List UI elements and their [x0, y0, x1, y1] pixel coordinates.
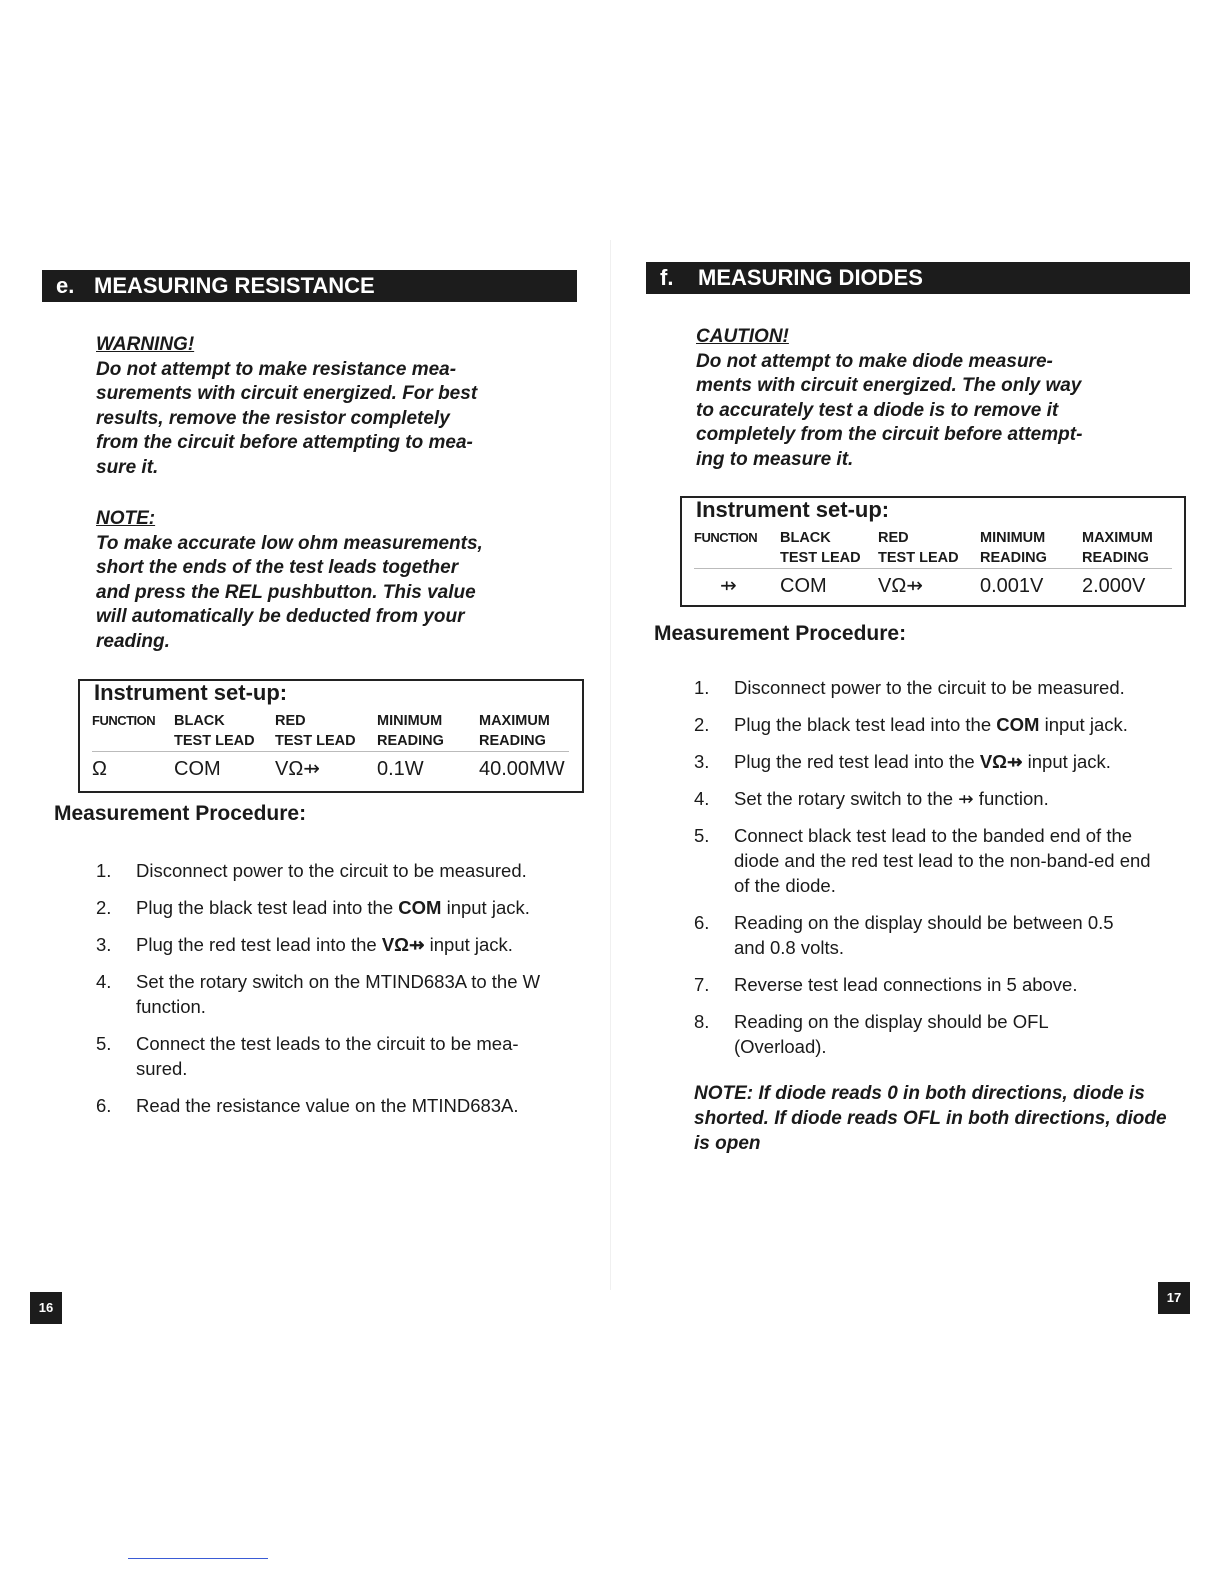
note-title: NOTE: [96, 508, 156, 529]
section-letter: e. [56, 273, 75, 298]
setup-black-lead-value: COM [780, 575, 827, 597]
note-body: To make accurate low ohm measurements, short the ends of the test leads together and press the REL pushbutton. This value will automatically be deducted from your reading. [96, 532, 483, 652]
setup-header-maximum: MAXIMUM READING [1082, 530, 1153, 566]
procedure-steps [694, 675, 1194, 1071]
procedure-heading: Measurement Procedure: [654, 622, 907, 645]
procedure-step: 4. Set the rotary switch on the MTIND683A to the W function. [96, 971, 541, 1017]
setup-table [92, 711, 569, 782]
right-page [612, 0, 1224, 1584]
setup-red-lead-value: VΩ⇸ [275, 758, 321, 780]
warning-title: WARNING! [96, 334, 195, 355]
section-header-resistance [42, 270, 577, 302]
setup-header-red-lead: RED TEST LEAD [878, 530, 959, 566]
setup-header-function: FUNCTION [92, 713, 156, 728]
setup-title: Instrument set-up: [94, 680, 288, 705]
setup-table [694, 528, 1172, 599]
section-letter: f. [660, 265, 674, 290]
setup-header-minimum: MINIMUM READING [377, 713, 444, 749]
footer-rule [128, 1558, 268, 1559]
setup-maximum-value: 2.000V [1082, 575, 1146, 597]
procedure-step: 2. Plug the black test lead into the COM input jack. [694, 714, 1128, 735]
setup-header-row [694, 528, 1172, 569]
setup-header-black-lead: BLACK TEST LEAD [174, 713, 255, 749]
section-title: MEASURING DIODES [698, 265, 923, 290]
procedure-step: 5. Connect black test lead to the banded end of the diode and the red test lead to the non-band-ed end of the diode. [694, 825, 1151, 896]
setup-header-minimum: MINIMUM READING [980, 530, 1047, 566]
setup-black-lead-value: COM [174, 758, 221, 780]
caution-callout [696, 325, 1176, 472]
setup-header-maximum: MAXIMUM READING [479, 713, 550, 749]
procedure-step: 7. Reverse test lead connections in 5 above. [694, 974, 1078, 995]
setup-function-value: Ω [92, 758, 107, 780]
procedure-step: 1. Disconnect power to the circuit to be measured. [694, 677, 1125, 698]
setup-header-function: FUNCTION [694, 530, 758, 545]
setup-header-row [92, 711, 569, 752]
procedure-step: 8. Reading on the display should be OFL (Overload). [694, 1011, 1049, 1057]
procedure-step: 6. Reading on the display should be between 0.5 and 0.8 volts. [694, 912, 1114, 958]
page-number-17: 17 [1158, 1282, 1190, 1314]
warning-callout [96, 333, 566, 480]
procedure-step: 1. Disconnect power to the circuit to be measured. [96, 860, 527, 881]
page-number-16: 16 [30, 1292, 62, 1324]
procedure-step: 2. Plug the black test lead into the COM input jack. [96, 897, 530, 918]
procedure-step: 5. Connect the test leads to the circuit to be mea-sured. [96, 1033, 519, 1079]
setup-red-lead-value: VΩ⇸ [878, 575, 924, 597]
procedure-step: 6. Read the resistance value on the MTIND683A. [96, 1095, 519, 1116]
setup-value-row [92, 752, 569, 783]
procedure-heading: Measurement Procedure: [54, 802, 307, 825]
caution-title: CAUTION! [696, 326, 789, 347]
setup-header-red-lead: RED TEST LEAD [275, 713, 356, 749]
procedure-step: 4. Set the rotary switch to the ⇸ function. [694, 788, 1049, 809]
note-callout [96, 507, 566, 654]
setup-minimum-value: 0.1W [377, 758, 424, 780]
setup-maximum-value: 40.00MW [479, 758, 565, 780]
setup-header-black-lead: BLACK TEST LEAD [780, 530, 861, 566]
section-title: MEASURING RESISTANCE [94, 273, 375, 298]
section-header-diodes [646, 262, 1190, 294]
procedure-step: 3. Plug the red test lead into the VΩ⇸ input jack. [96, 934, 513, 955]
warning-body: Do not attempt to make resistance mea- surements with circuit energized. For best results, remove the resistor completely from the circuit before attempting to mea- sure it. [96, 358, 478, 478]
instrument-setup-box [78, 679, 584, 793]
diode-note: NOTE: If diode reads 0 in both directions, diode is shorted. If diode reads OFL in both directions, diode is open [694, 1083, 1167, 1154]
procedure-steps [96, 858, 576, 1130]
caution-body: Do not attempt to make diode measure- ments with circuit energized. The only way to accurately test a diode is to remove it completely from the circuit before attempt- ing to measure it. [696, 350, 1083, 470]
procedure-step: 3. Plug the red test lead into the VΩ⇸ input jack. [694, 751, 1111, 772]
setup-value-row [694, 569, 1172, 600]
setup-title: Instrument set-up: [696, 497, 890, 522]
setup-minimum-value: 0.001V [980, 575, 1044, 597]
setup-function-value: ⇸ [720, 575, 737, 597]
instrument-setup-box [680, 496, 1186, 607]
